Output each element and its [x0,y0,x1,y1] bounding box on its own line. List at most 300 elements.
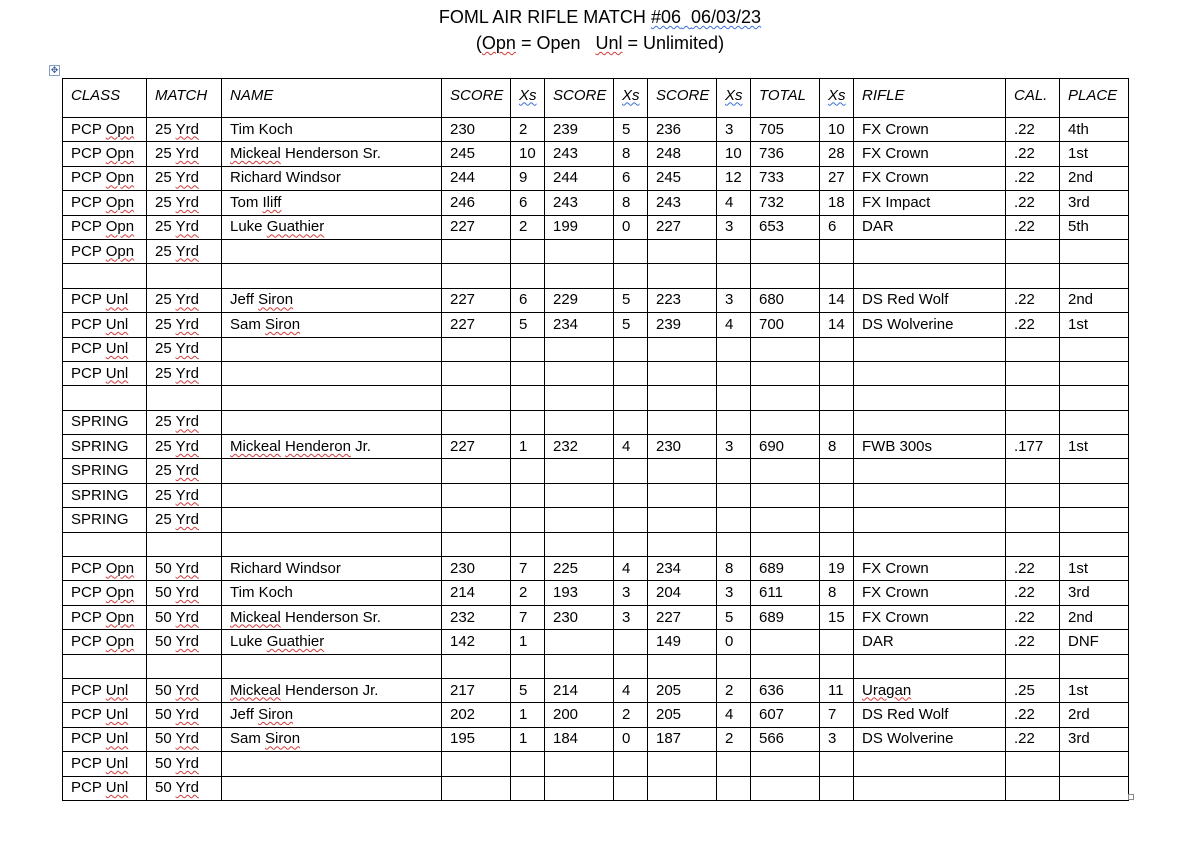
cell-total [751,459,820,483]
cell-match: 25 Yrd [147,459,222,483]
cell-score-1: 244 [442,166,511,190]
cell-score-3 [648,410,717,434]
cell-xs-1: 7 [511,605,545,629]
cell-place [1060,386,1129,410]
cell-rifle [854,508,1006,532]
cell-xs-3: 10 [717,142,751,166]
cell-score-3 [648,239,717,263]
spelling-flagged-word: Mickeal [230,145,281,163]
cell-xs-2: 4 [614,678,648,702]
cell-score-3: 230 [648,435,717,459]
spelling-flagged-word: Yrd [175,437,199,455]
spelling-flagged-word: Yrd [175,340,199,358]
cell-xs-2: 8 [614,142,648,166]
cell-caliber: .22 [1006,703,1060,727]
cell-score-2 [545,337,614,361]
cell-xs-3 [717,483,751,507]
cell-caliber [1006,386,1060,410]
cell-class: SPRING [63,410,147,434]
cell-score-3 [648,532,717,556]
cell-score-3: 187 [648,727,717,751]
title-gap [681,7,691,27]
cell-name [222,776,442,800]
cell-rifle [854,239,1006,263]
cell-xs-2: 2 [614,703,648,727]
spelling-flagged-word: Opn [105,218,135,236]
cell-xs-3 [717,776,751,800]
cell-xs-2 [614,630,648,654]
cell-name [222,386,442,410]
cell-xs-1 [511,483,545,507]
cell-score-3: 236 [648,118,717,142]
table-row [63,654,1129,678]
cell-place: 2nd [1060,288,1129,312]
cell-class: PCP Opn [63,191,147,215]
cell-name [222,264,442,288]
cell-place [1060,752,1129,776]
cell-score-3 [648,264,717,288]
cell-caliber [1006,410,1060,434]
cell-match: 50 Yrd [147,703,222,727]
cell-name: Jeff Siron [222,288,442,312]
cell-class: SPRING [63,483,147,507]
spelling-flagged-word: Unl [105,315,129,333]
table-row [63,483,1129,507]
spelling-flagged-word: Yrd [175,364,199,382]
cell-name: Mickeal Henderon Jr. [222,435,442,459]
cell-xs-3: 12 [717,166,751,190]
cell-rifle: FX Crown [854,581,1006,605]
cell-xs-total: 6 [820,215,854,239]
cell-xs-1 [511,508,545,532]
table-row [63,459,1129,483]
spelling-flagged-word: Yrd [175,706,199,724]
cell-total: 611 [751,581,820,605]
cell-score-1: 245 [442,142,511,166]
cell-place: 2nd [1060,605,1129,629]
cell-score-2: 243 [545,191,614,215]
cell-total: 733 [751,166,820,190]
cell-xs-3 [717,361,751,385]
spelling-flagged-word: Siron [265,730,301,748]
cell-score-1: 142 [442,630,511,654]
cell-xs-total: 14 [820,313,854,337]
spelling-flagged-word: Unl [105,706,129,724]
cell-score-1: 230 [442,557,511,581]
cell-score-1: 195 [442,727,511,751]
cell-total: 700 [751,313,820,337]
column-header-xs-3-text: Xs [725,86,743,104]
cell-caliber: .177 [1006,435,1060,459]
cell-score-1 [442,654,511,678]
cell-xs-3 [717,459,751,483]
table-body [63,118,1129,801]
cell-total [751,386,820,410]
cell-name: Luke Guathier [222,215,442,239]
cell-xs-total: 7 [820,703,854,727]
cell-score-2 [545,654,614,678]
cell-score-3: 243 [648,191,717,215]
cell-score-1 [442,776,511,800]
cell-xs-1: 2 [511,118,545,142]
table-row [63,532,1129,556]
cell-xs-1 [511,386,545,410]
cell-rifle: DS Wolverine [854,727,1006,751]
cell-xs-1: 1 [511,630,545,654]
cell-class: PCP Opn [63,239,147,263]
cell-rifle [854,776,1006,800]
cell-match: 50 Yrd [147,678,222,702]
table-resize-handle-icon[interactable] [1128,794,1134,800]
spelling-flagged-word: Opn [105,608,135,626]
cell-xs-2: 5 [614,288,648,312]
cell-total: 566 [751,727,820,751]
table-row [63,288,1129,312]
cell-place: DNF [1060,630,1129,654]
table-row [63,557,1129,581]
column-header-rifle: RIFLE [854,79,1006,118]
cell-score-1 [442,483,511,507]
cell-xs-2 [614,410,648,434]
cell-score-3 [648,776,717,800]
cell-score-2 [545,483,614,507]
table-row [63,752,1129,776]
spelling-flagged-word: Siron [265,315,301,333]
cell-score-3: 204 [648,581,717,605]
cell-name [222,337,442,361]
cell-place [1060,239,1129,263]
cell-score-2: 244 [545,166,614,190]
cell-score-2 [545,264,614,288]
table-row [63,118,1129,142]
cell-xs-1 [511,410,545,434]
cell-name [222,752,442,776]
cell-xs-3: 8 [717,557,751,581]
cell-match: 25 Yrd [147,361,222,385]
cell-score-3 [648,654,717,678]
spelling-flagged-word: Yrd [175,193,199,211]
cell-class: SPRING [63,435,147,459]
cell-score-1: 202 [442,703,511,727]
cell-name: Tim Koch [222,118,442,142]
cell-total: 653 [751,215,820,239]
cell-caliber: .22 [1006,313,1060,337]
table-row [63,703,1129,727]
cell-score-1: 227 [442,288,511,312]
column-header-score-1: SCORE [442,79,511,118]
cell-total [751,654,820,678]
cell-place: 1st [1060,142,1129,166]
cell-xs-1: 1 [511,435,545,459]
cell-place [1060,776,1129,800]
cell-score-2: 230 [545,605,614,629]
cell-class [63,654,147,678]
cell-name [222,410,442,434]
cell-score-1 [442,508,511,532]
cell-place: 3rd [1060,191,1129,215]
cell-match: 50 Yrd [147,557,222,581]
cell-class [63,386,147,410]
cell-total [751,264,820,288]
cell-place: 1st [1060,435,1129,459]
cell-xs-1 [511,776,545,800]
column-header-xs-total [820,79,854,118]
cell-score-2 [545,361,614,385]
cell-caliber [1006,532,1060,556]
column-header-match: MATCH [147,79,222,118]
cell-total [751,239,820,263]
cell-match: 50 Yrd [147,776,222,800]
cell-match [147,654,222,678]
cell-total: 689 [751,605,820,629]
spelling-flagged-word: Yrd [175,218,199,236]
cell-place [1060,361,1129,385]
cell-rifle: FX Crown [854,118,1006,142]
cell-score-1 [442,459,511,483]
cell-caliber: .22 [1006,630,1060,654]
cell-name: Mickeal Henderson Sr. [222,142,442,166]
cell-rifle: FX Crown [854,166,1006,190]
cell-xs-1: 2 [511,215,545,239]
cell-xs-2 [614,508,648,532]
cell-name [222,239,442,263]
cell-xs-3: 3 [717,118,751,142]
cell-xs-3: 4 [717,313,751,337]
cell-total: 607 [751,703,820,727]
cell-total: 636 [751,678,820,702]
cell-xs-3: 4 [717,191,751,215]
cell-xs-total [820,337,854,361]
cell-xs-3: 5 [717,605,751,629]
table-row [63,410,1129,434]
cell-class: PCP Unl [63,678,147,702]
cell-match: 25 Yrd [147,142,222,166]
cell-match [147,386,222,410]
cell-place: 1st [1060,557,1129,581]
cell-score-3 [648,459,717,483]
cell-name: Tom Iliff [222,191,442,215]
table-row [63,166,1129,190]
cell-class: PCP Opn [63,605,147,629]
cell-class: PCP Unl [63,361,147,385]
cell-xs-3 [717,508,751,532]
cell-match: 50 Yrd [147,752,222,776]
spelling-flagged-word: Yrd [175,120,199,138]
spelling-flagged-word: Iliff [262,193,282,211]
cell-score-2: 229 [545,288,614,312]
cell-caliber: .22 [1006,605,1060,629]
cell-class: PCP Unl [63,313,147,337]
cell-class: PCP Opn [63,166,147,190]
cell-score-3: 239 [648,313,717,337]
cell-xs-total [820,410,854,434]
column-header-xs-2 [614,79,648,118]
cell-place [1060,337,1129,361]
cell-place: 2nd [1060,166,1129,190]
spelling-flagged-word: Uragan [862,681,912,699]
cell-xs-3: 3 [717,435,751,459]
cell-xs-1: 9 [511,166,545,190]
cell-xs-2 [614,483,648,507]
spelling-flagged-word: Unl [105,291,129,309]
column-header-caliber: CAL. [1006,79,1060,118]
cell-score-3: 248 [648,142,717,166]
cell-total: 680 [751,288,820,312]
table-row [63,581,1129,605]
cell-xs-2 [614,752,648,776]
cell-score-1: 227 [442,435,511,459]
cell-class: PCP Unl [63,776,147,800]
cell-score-3: 227 [648,215,717,239]
cell-name: Luke Guathier [222,630,442,654]
cell-caliber [1006,239,1060,263]
cell-xs-total: 27 [820,166,854,190]
cell-class: PCP Opn [63,557,147,581]
table-row [63,361,1129,385]
cell-xs-total: 11 [820,678,854,702]
cell-xs-total [820,630,854,654]
cell-score-3 [648,483,717,507]
spelling-flagged-word: Yrd [175,145,199,163]
cell-score-3 [648,386,717,410]
cell-xs-total [820,239,854,263]
cell-name: Sam Siron [222,727,442,751]
cell-xs-2 [614,264,648,288]
cell-name: Tim Koch [222,581,442,605]
cell-class: PCP Unl [63,703,147,727]
cell-xs-total: 3 [820,727,854,751]
cell-xs-2: 4 [614,557,648,581]
cell-total [751,752,820,776]
cell-total [751,776,820,800]
cell-match: 50 Yrd [147,581,222,605]
cell-match: 25 Yrd [147,410,222,434]
cell-score-2 [545,410,614,434]
cell-caliber: .22 [1006,142,1060,166]
cell-caliber: .22 [1006,581,1060,605]
cell-xs-2: 0 [614,727,648,751]
cell-caliber [1006,654,1060,678]
cell-caliber [1006,752,1060,776]
cell-xs-1 [511,532,545,556]
cell-xs-3: 4 [717,703,751,727]
cell-xs-2 [614,337,648,361]
cell-xs-total [820,459,854,483]
table-row [63,337,1129,361]
cell-score-1 [442,264,511,288]
cell-xs-total [820,776,854,800]
cell-xs-2 [614,654,648,678]
cell-name [222,654,442,678]
spelling-flagged-word: Yrd [175,169,199,187]
cell-xs-2: 3 [614,581,648,605]
spelling-flagged-word: Yrd [175,608,199,626]
table-row [63,605,1129,629]
table-row [63,142,1129,166]
cell-score-2: 234 [545,313,614,337]
spelling-flagged-word: Siron [258,706,294,724]
column-header-xs-total-text: Xs [828,86,846,104]
table-row [63,386,1129,410]
table-row [63,191,1129,215]
cell-total: 705 [751,118,820,142]
cell-rifle: DS Wolverine [854,313,1006,337]
cell-rifle [854,752,1006,776]
cell-xs-3: 2 [717,678,751,702]
cell-name [222,459,442,483]
cell-xs-1: 5 [511,313,545,337]
cell-total [751,410,820,434]
cell-xs-3 [717,752,751,776]
cell-xs-total: 15 [820,605,854,629]
cell-xs-total [820,483,854,507]
cell-match: 50 Yrd [147,605,222,629]
cell-class: PCP Opn [63,142,147,166]
spelling-flagged-word: Opn [105,632,135,650]
cell-xs-1: 7 [511,557,545,581]
cell-class [63,264,147,288]
cell-place: 4th [1060,118,1129,142]
subtitle-unl-abbrev: Unl [595,33,623,53]
cell-caliber: .22 [1006,118,1060,142]
cell-score-3: 205 [648,678,717,702]
column-header-place: PLACE [1060,79,1129,118]
column-header-score-3: SCORE [648,79,717,118]
cell-match [147,264,222,288]
cell-score-2: 243 [545,142,614,166]
column-header-class: CLASS [63,79,147,118]
cell-caliber: .22 [1006,166,1060,190]
cell-rifle: FX Crown [854,557,1006,581]
cell-caliber [1006,508,1060,532]
spelling-flagged-word: Opn [105,169,135,187]
cell-score-2 [545,752,614,776]
cell-rifle: DS Red Wolf [854,703,1006,727]
cell-rifle [854,459,1006,483]
spelling-flagged-word: Opn [105,584,135,602]
cell-name [222,508,442,532]
cell-xs-1: 6 [511,191,545,215]
cell-class: PCP Unl [63,337,147,361]
spelling-flagged-word: Guathier [266,632,325,650]
cell-class: PCP Opn [63,630,147,654]
cell-total: 689 [751,557,820,581]
cell-score-1: 214 [442,581,511,605]
cell-name [222,483,442,507]
cell-xs-3: 3 [717,288,751,312]
title-match-number: #06 [650,7,681,27]
cell-total [751,337,820,361]
cell-name: Sam Siron [222,313,442,337]
table-move-handle-icon[interactable]: ✥ [50,65,59,75]
cell-total [751,361,820,385]
cell-caliber [1006,337,1060,361]
cell-score-3: 245 [648,166,717,190]
cell-match: 25 Yrd [147,508,222,532]
cell-score-2 [545,532,614,556]
spelling-flagged-word: Yrd [175,242,199,260]
spelling-flagged-word: Unl [105,779,129,797]
table-row [63,776,1129,800]
cell-xs-3 [717,410,751,434]
cell-caliber [1006,776,1060,800]
cell-score-1 [442,532,511,556]
cell-place [1060,264,1129,288]
cell-match: 25 Yrd [147,483,222,507]
cell-caliber [1006,459,1060,483]
cell-xs-total: 14 [820,288,854,312]
cell-place [1060,654,1129,678]
